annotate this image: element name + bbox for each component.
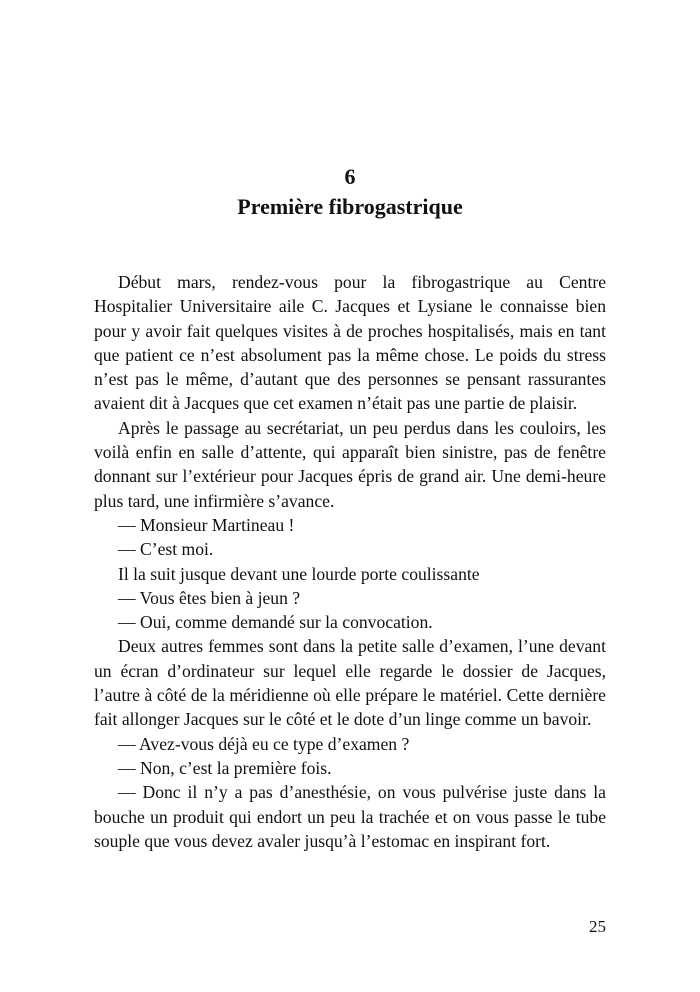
paragraph: Il la suit jusque devant une lourde porte coulissante bbox=[118, 563, 480, 584]
chapter-title: Première fibrogastrique bbox=[237, 194, 463, 219]
paragraph: Début mars, rendez-vous pour la fibrogastrique au Centre Hospitalier Universitaire aile C. Jacques et Lysiane le connaisse bien pour y avoir fait quelques visites à de proches hospitalisés, mais en tant que patient ce n’est absolument pas la même chose. Le poids du stress n’est pas le même, d’autant que des personnes se pensant rassurantes avaient dit à Jacques que cet examen n’était pas une partie de plaisir. bbox=[94, 272, 606, 414]
dialogue-line: — Vous êtes bien à jeun ? bbox=[118, 587, 301, 608]
dialogue-line: — Monsieur Martineau ! bbox=[118, 514, 295, 535]
paragraph: Après le passage au secrétariat, un peu perdus dans les couloirs, les voilà enfin en salle d’attente, qui apparaît bien sinistre, pas de fenêtre donnant sur l’extérieur pour Jacques épris de grand air. Une demi-heure plus tard, une infirmière s’avance. bbox=[94, 417, 606, 511]
dialogue-line: — Non, c’est la première fois. bbox=[118, 757, 332, 778]
dialogue-line: — C’est moi. bbox=[118, 539, 214, 560]
chapter-number: 6 bbox=[344, 164, 356, 189]
body-text bbox=[94, 270, 606, 853]
page-number: 25 bbox=[589, 917, 606, 936]
dialogue-line: — Oui, comme demandé sur la convocation. bbox=[118, 612, 433, 633]
paragraph: Deux autres femmes sont dans la petite salle d’examen, l’une devant un écran d’ordinateur sur lequel elle regarde le dossier de Jacques, l’autre à côté de la méridienne où elle prépare le matériel. Cette dernière fait allonger Jacques sur le côté et le dote d’un linge comme un bavoir. bbox=[94, 636, 606, 730]
dialogue-line: — Donc il n’y a pas d’anesthésie, on vous pulvérise juste dans la bouche un produit qui endort un peu la trachée et on vous passe le tube souple que vous devez avaler jusqu’à l’estomac en inspirant fort. bbox=[94, 782, 606, 851]
dialogue-line: — Avez-vous déjà eu ce type d’examen ? bbox=[118, 733, 410, 754]
